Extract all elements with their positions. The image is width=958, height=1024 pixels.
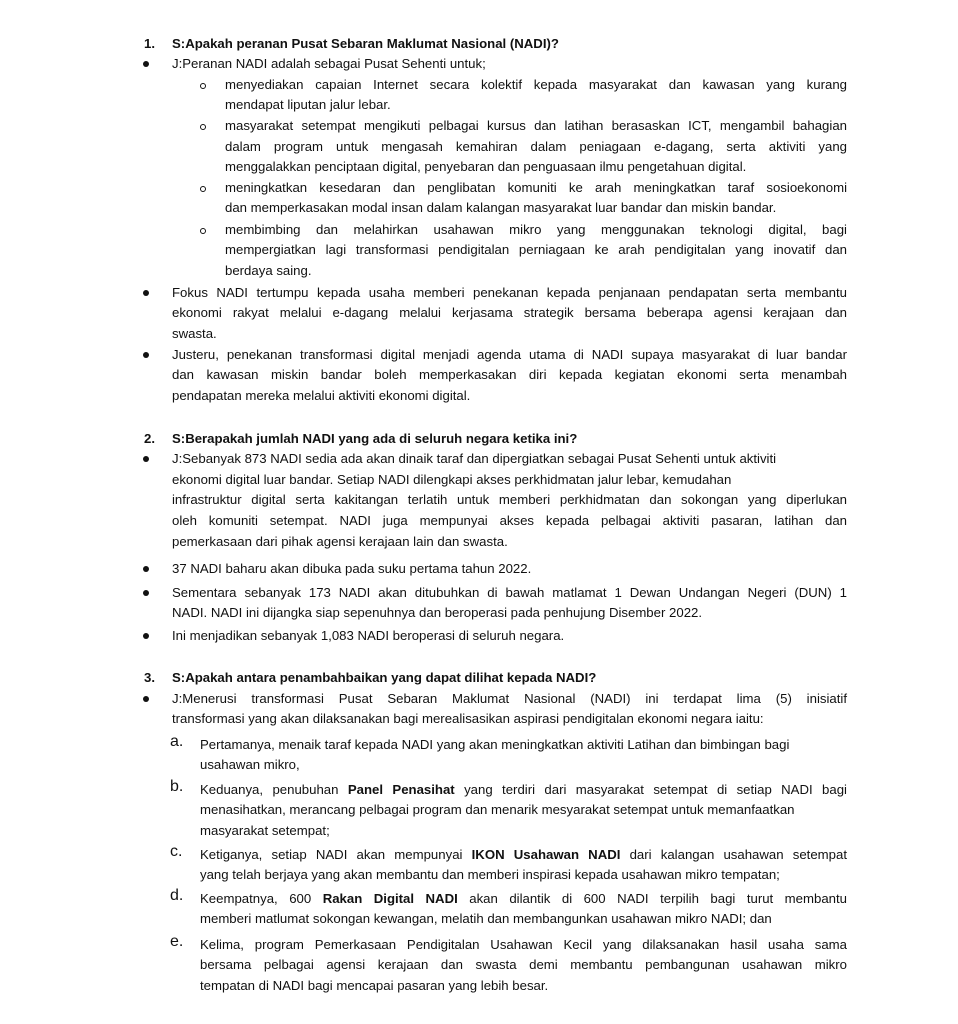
text-line: membimbing dan melahirkan usahawan mikro yang menggunakan teknologi digital, bagi	[225, 222, 847, 237]
text-line: pendapatan mereka melalui aktiviti ekonomi digital.	[172, 388, 471, 403]
text-line: menyediakan capaian Internet secara kolektif kepada masyarakat dan kawasan yang kurang	[225, 77, 847, 92]
text-line: J:Sebanyak 873 NADI sedia ada akan dinaik taraf dan dipergiatkan sebagai Pusat Sehenti untuk aktiviti	[172, 451, 777, 466]
text-line: menggalakkan penciptaan digital, penyebaran dan penguasaan ilmu pengetahuan digital.	[225, 159, 747, 174]
text-line: swasta.	[172, 326, 217, 341]
text-line: dalam program untuk mengasah kemahiran dalam peniagaan e-dagang, serta aktiviti yang	[225, 139, 847, 154]
text-line: J:Menerusi transformasi Pusat Sebaran Maklumat Nasional (NADI) ini terdapat lima (5) inisiatif	[172, 691, 847, 706]
text-line: transformasi yang akan dilaksanakan bagi merealisasikan aspirasi pendigitalan ekonomi negara iaitu:	[172, 711, 764, 726]
bullet-icon	[143, 696, 149, 702]
text-line: Sementara sebanyak 173 NADI akan ditubuhkan di bawah matlamat 1 Dewan Undangan Negeri (DUN) 1	[172, 585, 847, 600]
text-line: berdaya saing.	[225, 263, 312, 278]
text-line: memberi matlumat sokongan kewangan, melatih dan membangunkan usahawan mikro NADI; dan	[200, 911, 772, 926]
bullet-icon	[143, 61, 149, 67]
circle-bullet-icon	[200, 186, 206, 192]
question-number: 1.	[144, 36, 155, 51]
question-text: S:Apakah antara penambahbaikan yang dapat dilihat kepada NADI?	[172, 670, 597, 685]
question-number: 3.	[144, 670, 155, 685]
bullet-icon	[143, 633, 149, 639]
text-line: masyarakat setempat;	[200, 823, 330, 838]
circle-bullet-icon	[200, 228, 206, 234]
text-line: Kelima, program Pemerkasaan Pendigitalan Usahawan Kecil yang dilaksanakan hasil usaha sama	[200, 937, 847, 952]
text-line: Justeru, penekanan transformasi digital menjadi agenda utama di NADI supaya masyarakat di luar bandar	[172, 347, 847, 362]
text-line: Keempatnya, 600 Rakan Digital NADI akan dilantik di 600 NADI terpilih bagi turut membantu	[200, 891, 847, 906]
list-letter: b.	[170, 778, 184, 795]
text-line: infrastruktur digital serta kakitangan terlatih untuk memberi perkhidmatan dan sokongan yang diperlukan	[172, 492, 847, 507]
bullet-icon	[143, 352, 149, 358]
text-line: Ketiganya, setiap NADI akan mempunyai IKON Usahawan NADI dari kalangan usahawan setempat	[200, 847, 847, 862]
text-line: meningkatkan kesedaran dan penglibatan komuniti ke arah meningkatkan taraf sosioekonomi	[225, 180, 847, 195]
question-number: 2.	[144, 431, 155, 446]
text-line: dan memperkasakan modal insan dalam kalangan masyarakat luar bandar dan miskin bandar.	[225, 200, 777, 215]
bullet-icon	[143, 566, 149, 572]
text-line: 37 NADI baharu akan dibuka pada suku pertama tahun 2022.	[172, 561, 532, 576]
text-line: mempergiatkan lagi transformasi pendigitalan perniagaan ke arah pendigitalan yang inovatif dan	[225, 242, 847, 257]
question-text: S:Apakah peranan Pusat Sebaran Maklumat Nasional (NADI)?	[172, 36, 559, 51]
text-line: masyarakat setempat mengikuti pelbagai kursus dan latihan berasaskan ICT, mengambil bahagian	[225, 118, 847, 133]
text-line: menasihatkan, merancang pelbagai program dan menarik mesyarakat setempat untuk memanfaatkan	[200, 802, 795, 817]
question-text: S:Berapakah jumlah NADI yang ada di seluruh negara ketika ini?	[172, 431, 578, 446]
list-letter: a.	[170, 733, 184, 750]
text-line: tempatan di NADI bagi mencapai pasaran yang lebih besar.	[200, 978, 549, 993]
bullet-icon	[143, 590, 149, 596]
text-line: Fokus NADI tertumpu kepada usaha memberi penekanan kepada penjanaan pendapatan serta membantu	[172, 285, 847, 300]
text-line: Ini menjadikan sebanyak 1,083 NADI beroperasi di seluruh negara.	[172, 628, 565, 643]
text-line: dan kawasan miskin bandar boleh memperkasakan diri kepada kegiatan ekonomi serta menambah	[172, 367, 847, 382]
bold-term: IKON Usahawan NADI	[471, 847, 621, 862]
list-letter: c.	[170, 843, 183, 860]
text-line: Pertamanya, menaik taraf kepada NADI yang akan meningkatkan aktiviti Latihan dan bimbingan bagi	[200, 737, 790, 752]
text-line: pemerkasaan dari pihak agensi kerajaan lain dan swasta.	[172, 534, 508, 549]
text-line: ekonomi digital luar bandar. Setiap NADI dilengkapi akses perkhidmatan jalur lebar, kemudahan	[172, 472, 732, 487]
text-line: oleh komuniti setempat. NADI juga mempunyai akses kepada pelbagai aktiviti pasaran, latihan dan	[172, 513, 847, 528]
bold-term: Rakan Digital NADI	[322, 891, 458, 906]
circle-bullet-icon	[200, 124, 206, 130]
bullet-icon	[143, 456, 149, 462]
circle-bullet-icon	[200, 83, 206, 89]
answer-intro: J:Peranan NADI adalah sebagai Pusat Sehenti untuk;	[172, 56, 486, 71]
text-line: mendapat liputan jalur lebar.	[225, 97, 391, 112]
text-line: bersama pelbagai agensi kerajaan dan swasta demi membantu pembangunan usahawan mikro	[200, 957, 847, 972]
bold-term: Panel Penasihat	[347, 782, 455, 797]
list-letter: d.	[170, 887, 184, 904]
text-line: ekonomi rakyat melalui e-dagang melalui kerjasama strategik bersama beberapa agensi kerajaan dan	[172, 305, 847, 320]
text-line: Keduanya, penubuhan Panel Penasihat yang terdiri dari masyarakat setempat di setiap NADI bagi	[200, 782, 847, 797]
bullet-icon	[143, 290, 149, 296]
text-line: NADI. NADI ini dijangka siap sepenuhnya dan beroperasi pada penhujung Disember 2022.	[172, 605, 703, 620]
list-letter: e.	[170, 933, 184, 950]
text-line: yang telah berjaya yang akan membantu dan memberi inspirasi kepada usahawan mikro tempatan;	[200, 867, 780, 882]
text-line: usahawan mikro,	[200, 757, 300, 772]
